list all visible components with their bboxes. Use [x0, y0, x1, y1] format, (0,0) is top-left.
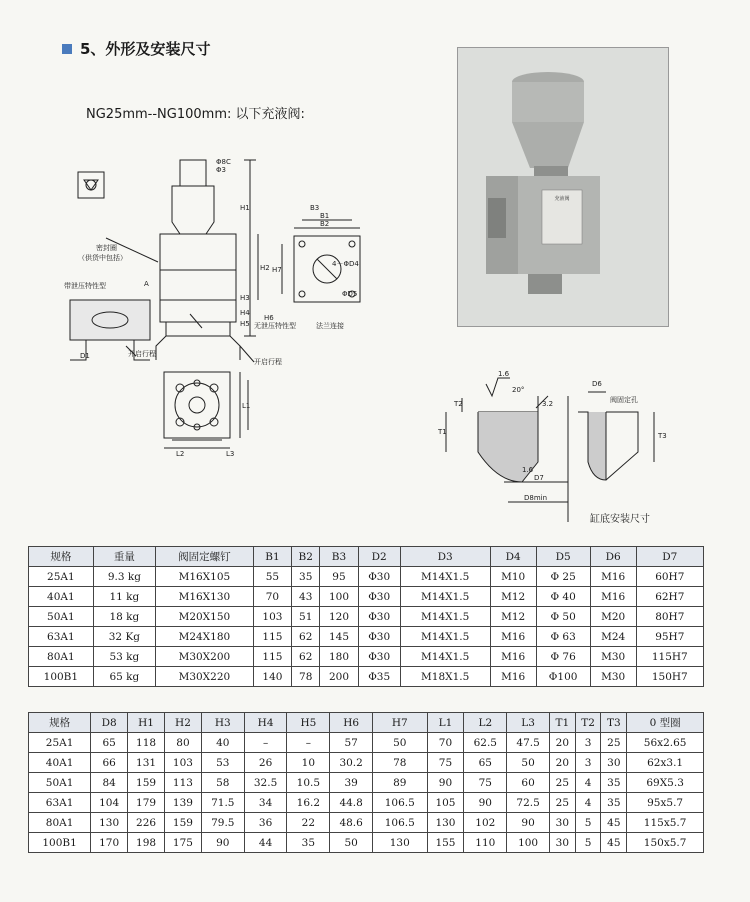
table-cell: 10	[287, 753, 330, 773]
table-cell: 110	[464, 833, 507, 853]
table1-header-cell: 阀固定螺钉	[156, 547, 254, 567]
table-cell: 25A1	[29, 567, 94, 587]
table-cell: 62x3.1	[627, 753, 704, 773]
table-cell: 103	[253, 607, 291, 627]
table1-header-cell: D4	[490, 547, 536, 567]
label-seal-ring: 密封圈	[96, 244, 117, 252]
table-cell: M30	[590, 647, 636, 667]
table-cell: 89	[373, 773, 427, 793]
table1-header-cell: B3	[320, 547, 358, 567]
label-d8: D8min	[524, 494, 548, 502]
table-cell: M20X150	[156, 607, 254, 627]
label-roughness-1: 1.6	[498, 370, 510, 378]
table-cell: 50A1	[29, 607, 94, 627]
table-cell: 130	[427, 813, 464, 833]
label-phi-c: Φ8C	[216, 158, 231, 166]
table-cell: 170	[91, 833, 128, 853]
spec-table-1	[28, 546, 704, 687]
table-cell: 115	[253, 647, 291, 667]
table-cell: 25	[549, 793, 575, 813]
table-cell: 5	[575, 813, 601, 833]
table-cell: 155	[427, 833, 464, 853]
table-cell: 179	[128, 793, 165, 813]
label-l2: L2	[176, 450, 185, 458]
table-cell: 62H7	[636, 587, 703, 607]
table-cell: 11 kg	[93, 587, 155, 607]
table-cell: 90	[464, 793, 507, 813]
table-cell: 84	[91, 773, 128, 793]
table-cell: M16	[590, 567, 636, 587]
table-cell: M16X105	[156, 567, 254, 587]
table-cell: 48.6	[330, 813, 373, 833]
label-h4: H4	[240, 309, 250, 317]
table-cell: 3	[575, 733, 601, 753]
table-cell: 200	[320, 667, 358, 687]
table-cell: M14X1.5	[400, 587, 490, 607]
table-cell: 113	[165, 773, 202, 793]
section-title	[62, 38, 210, 59]
table-cell: 130	[91, 813, 128, 833]
table-cell: M16	[490, 667, 536, 687]
cylinder-mount-drawing	[438, 362, 708, 532]
table-cell: 53	[201, 753, 244, 773]
table-cell: 4	[575, 793, 601, 813]
table-cell: 75	[464, 773, 507, 793]
label-h2: H2	[260, 264, 270, 272]
product-photo	[457, 47, 669, 327]
table-cell: M16	[490, 647, 536, 667]
table-cell: 70	[253, 587, 291, 607]
table-cell: 40A1	[29, 753, 91, 773]
table-cell: M12	[490, 587, 536, 607]
label-roughness-3: 1.6	[522, 466, 534, 474]
table-cell: 120	[320, 607, 358, 627]
table-cell: 20	[549, 753, 575, 773]
table2-header-cell: L1	[427, 713, 464, 733]
table-cell: 45	[601, 833, 627, 853]
table-cell: 106.5	[373, 813, 427, 833]
table-row	[29, 607, 704, 627]
label-phi-d3: Φ3	[216, 166, 226, 174]
table-cell: 100B1	[29, 667, 94, 687]
table-cell: 63A1	[29, 627, 94, 647]
table-cell: 53 kg	[93, 647, 155, 667]
label-d4: 4－ΦD4	[332, 260, 359, 268]
table-row	[29, 667, 704, 687]
table-cell: M10	[490, 567, 536, 587]
table1-header-cell: 规格	[29, 547, 94, 567]
table-cell: 226	[128, 813, 165, 833]
table-cell: 26	[244, 753, 287, 773]
table-cell: M14X1.5	[400, 627, 490, 647]
table-cell: –	[287, 733, 330, 753]
table-cell: Φ 76	[536, 647, 590, 667]
table1-header-cell: D3	[400, 547, 490, 567]
table-cell: 50	[330, 833, 373, 853]
table-cell: M24	[590, 627, 636, 647]
table-cell: 39	[330, 773, 373, 793]
table-cell: 103	[165, 753, 202, 773]
table-cell: 22	[287, 813, 330, 833]
table-cell: Φ35	[358, 667, 400, 687]
table-cell: 198	[128, 833, 165, 853]
label-fix-hole: 阀固定孔	[610, 396, 638, 404]
label-with-throttle: 带泄压特性型	[64, 282, 106, 290]
label-open-travel-2: 开启行程	[254, 358, 282, 366]
table-cell: 32.5	[244, 773, 287, 793]
table-cell: M16X130	[156, 587, 254, 607]
table-cell: 50A1	[29, 773, 91, 793]
table-cell: 145	[320, 627, 358, 647]
table-cell: Φ 25	[536, 567, 590, 587]
table-cell: 139	[165, 793, 202, 813]
table2-header-cell: H7	[373, 713, 427, 733]
table2-header-row	[29, 713, 704, 733]
table-cell: 35	[292, 567, 320, 587]
table-cell: 32 Kg	[93, 627, 155, 647]
table-cell: 40	[201, 733, 244, 753]
table2-header-cell: H4	[244, 713, 287, 733]
spec-table-2	[28, 712, 704, 853]
table-row	[29, 733, 704, 753]
table2-header-cell: T3	[601, 713, 627, 733]
label-d1: D1	[80, 352, 90, 360]
table-cell: 105	[427, 793, 464, 813]
table1-header-cell: D6	[590, 547, 636, 567]
table-cell: M12	[490, 607, 536, 627]
table-cell: 115	[253, 627, 291, 647]
table-cell: 40A1	[29, 587, 94, 607]
table2-header-cell: H3	[201, 713, 244, 733]
table-cell: 140	[253, 667, 291, 687]
table-cell: 65	[91, 733, 128, 753]
label-l3: L3	[226, 450, 235, 458]
table-cell: 35	[601, 773, 627, 793]
table-cell: 35	[287, 833, 330, 853]
table-cell: 30	[549, 813, 575, 833]
table-cell: M24X180	[156, 627, 254, 647]
table-row	[29, 833, 704, 853]
label-h6: H6	[264, 314, 274, 322]
valve-dimension-drawing	[40, 150, 370, 460]
table-cell: 70	[427, 733, 464, 753]
table-cell: 65 kg	[93, 667, 155, 687]
table-cell: 3	[575, 753, 601, 773]
table2-header-cell: H6	[330, 713, 373, 733]
table-cell: 78	[373, 753, 427, 773]
table2-header-cell: D8	[91, 713, 128, 733]
table-cell: 90	[427, 773, 464, 793]
table2-header-cell: H2	[165, 713, 202, 733]
table-cell: Φ30	[358, 647, 400, 667]
table-cell: 62	[292, 627, 320, 647]
table-row	[29, 813, 704, 833]
table-cell: 16.2	[287, 793, 330, 813]
table2-header-cell: 0 型圈	[627, 713, 704, 733]
table-cell: Φ30	[358, 587, 400, 607]
table-cell: 100	[507, 833, 550, 853]
table-cell: M20	[590, 607, 636, 627]
table1-header-cell: B1	[253, 547, 291, 567]
table-cell: 80A1	[29, 813, 91, 833]
table-cell: 44	[244, 833, 287, 853]
table2-header-cell: L3	[507, 713, 550, 733]
mount-caption: 缸底安装尺寸	[590, 514, 650, 525]
table2-header-cell: 规格	[29, 713, 91, 733]
section-title-text: 5、外形及安装尺寸	[80, 40, 211, 58]
table-cell: 58	[201, 773, 244, 793]
label-b3: B3	[310, 204, 320, 212]
table-cell: M14X1.5	[400, 607, 490, 627]
table-cell: 51	[292, 607, 320, 627]
table-cell: 100	[320, 587, 358, 607]
table-cell: 47.5	[507, 733, 550, 753]
label-h5: H5	[240, 320, 250, 328]
label-h3: H3	[240, 294, 250, 302]
table-cell: 79.5	[201, 813, 244, 833]
table-cell: Φ100	[536, 667, 590, 687]
table-cell: 175	[165, 833, 202, 853]
table-cell: 71.5	[201, 793, 244, 813]
table-cell: 62.5	[464, 733, 507, 753]
table-cell: 18 kg	[93, 607, 155, 627]
table-row	[29, 773, 704, 793]
table-cell: 95	[320, 567, 358, 587]
table-cell: 80	[165, 733, 202, 753]
label-b2: B2	[320, 220, 330, 228]
label-a: A	[144, 280, 149, 288]
table-cell: 118	[128, 733, 165, 753]
subtitle: NG25mm--NG100mm: 以下充液阀:	[86, 107, 305, 122]
table-cell: 36	[244, 813, 287, 833]
table-row	[29, 567, 704, 587]
table1-header-row	[29, 547, 704, 567]
table1-body	[29, 567, 704, 687]
table-cell: 44.8	[330, 793, 373, 813]
table-cell: 150H7	[636, 667, 703, 687]
label-seal-note: （供货中包括）	[78, 254, 127, 262]
table-cell: 10.5	[287, 773, 330, 793]
table-cell: 115x5.7	[627, 813, 704, 833]
table-cell: 72.5	[507, 793, 550, 813]
table-cell: 130	[373, 833, 427, 853]
table-row	[29, 753, 704, 773]
table-cell: 5	[575, 833, 601, 853]
table-cell: Φ 50	[536, 607, 590, 627]
table2-header-cell: H1	[128, 713, 165, 733]
table-cell: 57	[330, 733, 373, 753]
table-cell: 80A1	[29, 647, 94, 667]
section-marker-icon	[62, 44, 72, 54]
table-cell: 25A1	[29, 733, 91, 753]
table-cell: 56x2.65	[627, 733, 704, 753]
table-row	[29, 587, 704, 607]
table-cell: 75	[427, 753, 464, 773]
table-cell: 30	[601, 753, 627, 773]
table-cell: M16	[490, 627, 536, 647]
table-cell: 9.3 kg	[93, 567, 155, 587]
label-t3: T3	[658, 432, 667, 440]
table-cell: M16	[590, 587, 636, 607]
table2-body	[29, 733, 704, 853]
table-cell: 4	[575, 773, 601, 793]
table1-header-cell: 重量	[93, 547, 155, 567]
table2-header-cell: H5	[287, 713, 330, 733]
table-cell: 45	[601, 813, 627, 833]
label-flange: 法兰连接	[316, 322, 344, 330]
table-cell: 131	[128, 753, 165, 773]
label-b1: B1	[320, 212, 330, 220]
table-cell: 159	[165, 813, 202, 833]
table-cell: Φ30	[358, 567, 400, 587]
table-cell: Φ30	[358, 607, 400, 627]
table-cell: 100B1	[29, 833, 91, 853]
table-cell: 90	[507, 813, 550, 833]
label-h7: H7	[272, 266, 282, 274]
table-cell: 25	[549, 773, 575, 793]
table-cell: 25	[601, 733, 627, 753]
table-cell: 66	[91, 753, 128, 773]
table-cell: 102	[464, 813, 507, 833]
table-cell: 78	[292, 667, 320, 687]
table-cell: 50	[373, 733, 427, 753]
table-cell: 62	[292, 647, 320, 667]
table-cell: 30.2	[330, 753, 373, 773]
table-cell: Φ 63	[536, 627, 590, 647]
label-d5: ΦD5	[342, 290, 358, 298]
label-l1: L1	[242, 402, 251, 410]
table-cell: M18X1.5	[400, 667, 490, 687]
table-cell: M14X1.5	[400, 647, 490, 667]
table-row	[29, 627, 704, 647]
table-cell: 150x5.7	[627, 833, 704, 853]
table-cell: 104	[91, 793, 128, 813]
table-cell: M30X220	[156, 667, 254, 687]
table-cell: 90	[201, 833, 244, 853]
table-cell: 43	[292, 587, 320, 607]
table-cell: 159	[128, 773, 165, 793]
table-cell: Φ 40	[536, 587, 590, 607]
table1-header-cell: D7	[636, 547, 703, 567]
table-cell: 180	[320, 647, 358, 667]
table-cell: 30	[549, 833, 575, 853]
label-open-travel: 开启行程	[128, 350, 156, 358]
table2-header-cell: T2	[575, 713, 601, 733]
nameplate-text: 充液阀	[554, 196, 570, 202]
label-t1: T1	[438, 428, 447, 436]
table-cell: 35	[601, 793, 627, 813]
table-cell: M30X200	[156, 647, 254, 667]
label-angle: 20°	[512, 386, 525, 394]
table-cell: –	[244, 733, 287, 753]
table1-header-cell: D5	[536, 547, 590, 567]
table-cell: 20	[549, 733, 575, 753]
table-cell: M14X1.5	[400, 567, 490, 587]
table-cell: M30	[590, 667, 636, 687]
label-d7: D7	[534, 474, 544, 482]
table-cell: 106.5	[373, 793, 427, 813]
label-t2: T2	[454, 400, 463, 408]
table-cell: 34	[244, 793, 287, 813]
table-cell: 95H7	[636, 627, 703, 647]
table-cell: 65	[464, 753, 507, 773]
table-cell: 115H7	[636, 647, 703, 667]
label-d6: D6	[592, 380, 602, 388]
label-without-throttle: 无泄压特性型	[254, 322, 296, 330]
table-cell: 60	[507, 773, 550, 793]
table1-header-cell: D2	[358, 547, 400, 567]
table-cell: 80H7	[636, 607, 703, 627]
table-row	[29, 793, 704, 813]
label-roughness-2: 3.2	[542, 400, 554, 408]
table-cell: Φ30	[358, 627, 400, 647]
table-cell: 50	[507, 753, 550, 773]
label-h1: H1	[240, 204, 250, 212]
table-cell: 69X5.3	[627, 773, 704, 793]
table2-header-cell: L2	[464, 713, 507, 733]
table-cell: 55	[253, 567, 291, 587]
table-cell: 95x5.7	[627, 793, 704, 813]
table-cell: 63A1	[29, 793, 91, 813]
table1-header-cell: B2	[292, 547, 320, 567]
table2-header-cell: T1	[549, 713, 575, 733]
table-row	[29, 647, 704, 667]
table-cell: 60H7	[636, 567, 703, 587]
